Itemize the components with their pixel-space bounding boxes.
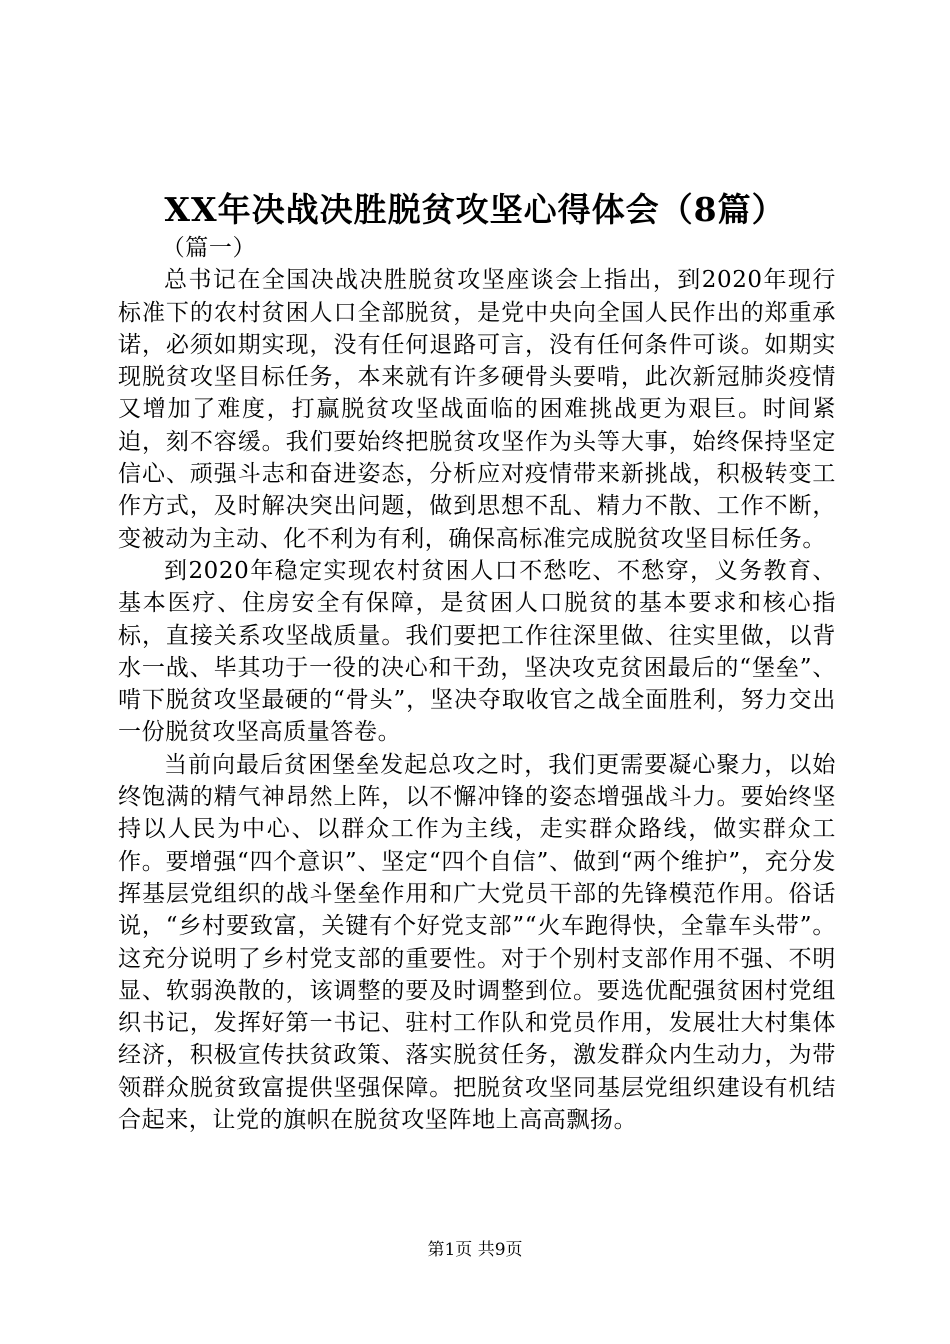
section-label: （篇一） (161, 235, 257, 261)
document-body (118, 232, 836, 1136)
page-footer: 第1页 共9页 (427, 1240, 523, 1260)
paragraph-2: 到2020年稳定实现农村贫困人口不愁吃、不愁穿，义务教育、基本医疗、住房安全有保障，是贫困人口脱贫的基本要求和核心指标，直接关系攻坚战质量。我们要把工作往深里做、往实里做，以背水一战、毕其功于一役的决心和干劲，坚决攻克贫困最后的“堡垒”、啃下脱贫攻坚最硬的“骨头”，坚决夺取收官之战全面胜利，努力交出一份脱贫攻坚高质量答卷。 (118, 557, 836, 746)
paragraph-3: 当前向最后贫困堡垒发起总攻之时，我们更需要凝心聚力，以始终饱满的精气神昂然上阵，以不懈冲锋的姿态增强战斗力。要始终坚持以人民为中心、以群众工作为主线，走实群众路线，做实群众工作。要增强“四个意识”、坚定“四个自信”、做到“两个维护”，充分发挥基层党组织的战斗堡垒作用和广大党员干部的先锋模范作用。俗话说，“乡村要致富，关键有个好党支部”“火车跑得快，全靠车头带”。这充分说明了乡村党支部的重要性。对于个别村支部作用不强、不明显、软弱涣散的，该调整的要及时调整到位。要选优配强贫困村党组织书记，发挥好第一书记、驻村工作队和党员作用，发展壮大村集体经济，积极宣传扶贫政策、落实脱贫任务，激发群众内生动力，为带领群众脱贫致富提供坚强保障。把脱贫攻坚同基层党组织建设有机结合起来，让党的旗帜在脱贫攻坚阵地上高高飘扬。 (118, 751, 836, 1134)
document-title: XX年决战决胜脱贫攻坚心得体会（8篇） (164, 190, 786, 229)
paragraph-1: 总书记在全国决战决胜脱贫攻坚座谈会上指出，到2020年现行标准下的农村贫困人口全部脱贫，是党中央向全国人民作出的郑重承诺，必须如期实现，没有任何退路可言，没有任何条件可谈。如期实现脱贫攻坚目标任务，本来就有许多硬骨头要啃，此次新冠肺炎疫情又增加了难度，打赢脱贫攻坚战面临的困难挑战更为艰巨。时间紧迫，刻不容缓。我们要始终把脱贫攻坚作为头等大事，始终保持坚定信心、顽强斗志和奋进姿态，分析应对疫情带来新挑战，积极转变工作方式，及时解决突出问题，做到思想不乱、精力不散、工作不断，变被动为主动、化不利为有利，确保高标准完成脱贫攻坚目标任务。 (118, 267, 836, 552)
